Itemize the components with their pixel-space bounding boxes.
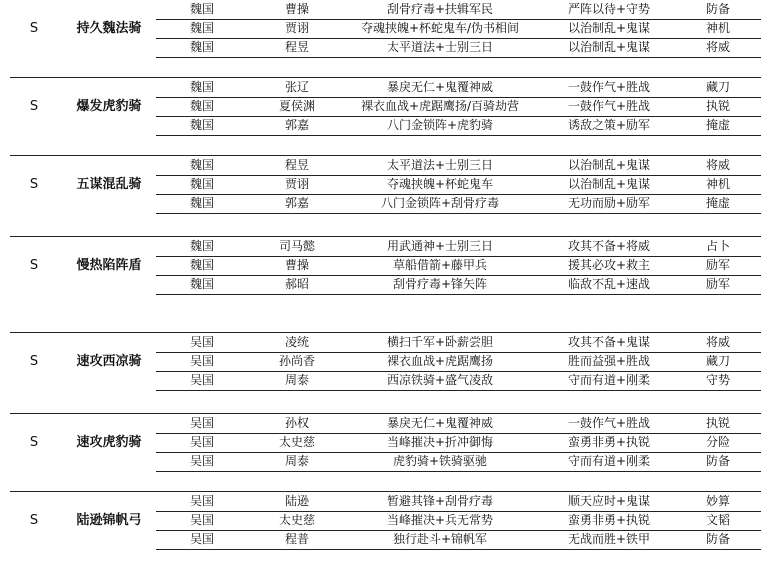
skills-cell: 裸衣血战+虎踞鹰扬 (386, 354, 494, 368)
nation-cell: 魏国 (189, 158, 214, 172)
row-divider (156, 135, 761, 136)
table-row (0, 492, 761, 511)
row-divider (156, 549, 761, 550)
table-row (0, 414, 761, 433)
general-cell: 司马懿 (278, 239, 315, 253)
general-cell: 曹操 (284, 258, 309, 272)
skills-cell: 八门金锁阵+虎豹骑 (386, 118, 494, 132)
tactics-cell: 蛮勇非勇+执锐 (567, 513, 651, 527)
trait-cell: 防备 (705, 454, 730, 468)
table-row (0, 530, 761, 549)
trait-cell: 藏刀 (705, 354, 730, 368)
lineup-group (0, 333, 761, 394)
tactics-cell: 一鼓作气+胜战 (567, 80, 651, 94)
tier-label: S (29, 354, 39, 369)
trait-cell: 神机 (705, 21, 730, 35)
general-cell: 太史慈 (278, 513, 315, 527)
lineup-name: 速攻虎豹骑 (76, 435, 142, 450)
trait-cell: 将威 (705, 335, 730, 349)
table-row (0, 19, 761, 38)
general-cell: 张辽 (284, 80, 309, 94)
trait-cell: 占卜 (705, 239, 730, 253)
row-divider (156, 57, 761, 58)
skills-cell: 太平道法+士别三日 (386, 158, 494, 172)
nation-cell: 吴国 (189, 513, 214, 527)
tier-label: S (29, 177, 39, 192)
tactics-cell: 蛮勇非勇+执锐 (567, 435, 651, 449)
table-row (0, 237, 761, 256)
nation-cell: 吴国 (189, 435, 214, 449)
general-cell: 陆逊 (284, 494, 309, 508)
skills-cell: 虎豹骑+铁骑驱驰 (392, 454, 488, 468)
row-divider (156, 471, 761, 472)
table-row (0, 194, 761, 213)
general-cell: 周泰 (284, 454, 309, 468)
general-cell: 凌统 (284, 335, 309, 349)
tier-label: S (29, 513, 39, 528)
nation-cell: 吴国 (189, 494, 214, 508)
table-row (0, 116, 761, 135)
row-divider (156, 213, 761, 214)
trait-cell: 妙算 (705, 494, 730, 508)
nation-cell: 魏国 (189, 258, 214, 272)
skills-cell: 用武通神+士别三日 (386, 239, 494, 253)
row-divider (156, 294, 761, 295)
table-row (0, 275, 761, 294)
skills-cell: 刮骨疗毒+扶辑军民 (386, 2, 494, 16)
trait-cell: 藏刀 (705, 80, 730, 94)
trait-cell: 励军 (705, 258, 730, 272)
lineup-group (0, 237, 761, 298)
tactics-cell: 攻其不备+鬼谋 (567, 335, 651, 349)
skills-cell: 草船借箭+藤甲兵 (392, 258, 488, 272)
skills-cell: 夺魂挟魄+杯蛇鬼车/伪书相间 (360, 21, 520, 35)
table-row (0, 433, 761, 452)
tactics-cell: 守而有道+刚柔 (567, 373, 651, 387)
tactics-cell: 援其必攻+救主 (567, 258, 651, 272)
general-cell: 程昱 (284, 158, 309, 172)
nation-cell: 魏国 (189, 99, 214, 113)
nation-cell: 吴国 (189, 354, 214, 368)
tactics-cell: 以治制乱+鬼谋 (567, 21, 651, 35)
trait-cell: 励军 (705, 277, 730, 291)
table-row (0, 97, 761, 116)
trait-cell: 分险 (705, 435, 730, 449)
skills-cell: 刮骨疗毒+锋矢阵 (392, 277, 488, 291)
tactics-cell: 一鼓作气+胜战 (567, 99, 651, 113)
general-cell: 太史慈 (278, 435, 315, 449)
tactics-cell: 胜而益强+胜战 (567, 354, 651, 368)
general-cell: 程昱 (284, 40, 309, 54)
nation-cell: 吴国 (189, 335, 214, 349)
lineup-group (0, 414, 761, 475)
table-row (0, 78, 761, 97)
nation-cell: 魏国 (189, 177, 214, 191)
lineup-name: 陆逊锦帆弓 (76, 513, 142, 528)
table-row (0, 452, 761, 471)
tactics-cell: 诱敌之策+励军 (567, 118, 651, 132)
general-cell: 郝昭 (284, 277, 309, 291)
nation-cell: 魏国 (189, 277, 214, 291)
skills-cell: 横扫千军+卧薪尝胆 (386, 335, 494, 349)
nation-cell: 吴国 (189, 416, 214, 430)
lineup-name: 持久魏法骑 (76, 21, 142, 36)
table-row (0, 0, 761, 19)
row-divider (156, 390, 761, 391)
tier-label: S (29, 21, 39, 36)
skills-cell: 暴戾无仁+鬼覆神威 (386, 80, 494, 94)
trait-cell: 守势 (705, 373, 730, 387)
nation-cell: 魏国 (189, 21, 214, 35)
tactics-cell: 顺天应时+鬼谋 (567, 494, 651, 508)
general-cell: 孙权 (284, 416, 309, 430)
tactics-cell: 以治制乱+鬼谋 (567, 158, 651, 172)
general-cell: 曹操 (284, 2, 309, 16)
trait-cell: 将威 (705, 158, 730, 172)
nation-cell: 魏国 (189, 2, 214, 16)
tactics-cell: 严阵以待+守势 (567, 2, 651, 16)
general-cell: 周泰 (284, 373, 309, 387)
lineup-group (0, 492, 761, 553)
skills-cell: 当峰摧决+兵无常势 (386, 513, 494, 527)
table-row (0, 38, 761, 57)
trait-cell: 文韬 (705, 513, 730, 527)
table-row (0, 156, 761, 175)
nation-cell: 魏国 (189, 196, 214, 210)
nation-cell: 吴国 (189, 454, 214, 468)
skills-cell: 西凉铁骑+盛气凌敌 (386, 373, 494, 387)
lineup-group (0, 0, 761, 61)
general-cell: 贾诩 (284, 21, 309, 35)
skills-cell: 独行赴斗+锦帆军 (392, 532, 488, 546)
lineup-name: 速攻西凉骑 (76, 354, 142, 369)
nation-cell: 魏国 (189, 80, 214, 94)
lineup-name: 慢热陷阵盾 (76, 258, 142, 273)
table-row (0, 352, 761, 371)
trait-cell: 神机 (705, 177, 730, 191)
nation-cell: 魏国 (189, 40, 214, 54)
tier-label: S (29, 99, 39, 114)
general-cell: 夏侯渊 (278, 99, 315, 113)
tactics-cell: 无战而胜+铁甲 (567, 532, 651, 546)
trait-cell: 防备 (705, 532, 730, 546)
general-cell: 孙尚香 (278, 354, 315, 368)
skills-cell: 八门金锁阵+刮骨疗毒 (380, 196, 500, 210)
tactics-cell: 攻其不备+将威 (567, 239, 651, 253)
tactics-cell: 以治制乱+鬼谋 (567, 40, 651, 54)
skills-cell: 裸衣血战+虎踞鹰扬/百骑劫营 (360, 99, 520, 113)
table-row (0, 175, 761, 194)
general-cell: 贾诩 (284, 177, 309, 191)
trait-cell: 执锐 (705, 99, 730, 113)
lineup-group (0, 156, 761, 217)
nation-cell: 魏国 (189, 118, 214, 132)
lineup-name: 五谋混乱骑 (76, 177, 142, 192)
trait-cell: 掩虚 (705, 196, 730, 210)
tactics-cell: 无功而励+励军 (567, 196, 651, 210)
lineup-group (0, 78, 761, 139)
table-row (0, 511, 761, 530)
table-row (0, 371, 761, 390)
general-cell: 郭嘉 (284, 196, 309, 210)
tier-label: S (29, 435, 39, 450)
general-cell: 郭嘉 (284, 118, 309, 132)
nation-cell: 魏国 (189, 239, 214, 253)
skills-cell: 暴戾无仁+鬼覆神威 (386, 416, 494, 430)
tier-label: S (29, 258, 39, 273)
tactics-cell: 守而有道+刚柔 (567, 454, 651, 468)
table-row (0, 333, 761, 352)
skills-cell: 太平道法+士别三日 (386, 40, 494, 54)
trait-cell: 掩虚 (705, 118, 730, 132)
trait-cell: 防备 (705, 2, 730, 16)
tactics-cell: 一鼓作气+胜战 (567, 416, 651, 430)
lineup-name: 爆发虎豹骑 (76, 99, 142, 114)
skills-cell: 当峰摧决+折冲御悔 (386, 435, 494, 449)
skills-cell: 暂避其锋+刮骨疗毒 (386, 494, 494, 508)
table-row (0, 256, 761, 275)
trait-cell: 执锐 (705, 416, 730, 430)
skills-cell: 夺魂挟魄+杯蛇鬼车 (386, 177, 494, 191)
nation-cell: 吴国 (189, 373, 214, 387)
nation-cell: 吴国 (189, 532, 214, 546)
tactics-cell: 临敌不乱+速战 (567, 277, 651, 291)
trait-cell: 将威 (705, 40, 730, 54)
general-cell: 程普 (284, 532, 309, 546)
tactics-cell: 以治制乱+鬼谋 (567, 177, 651, 191)
